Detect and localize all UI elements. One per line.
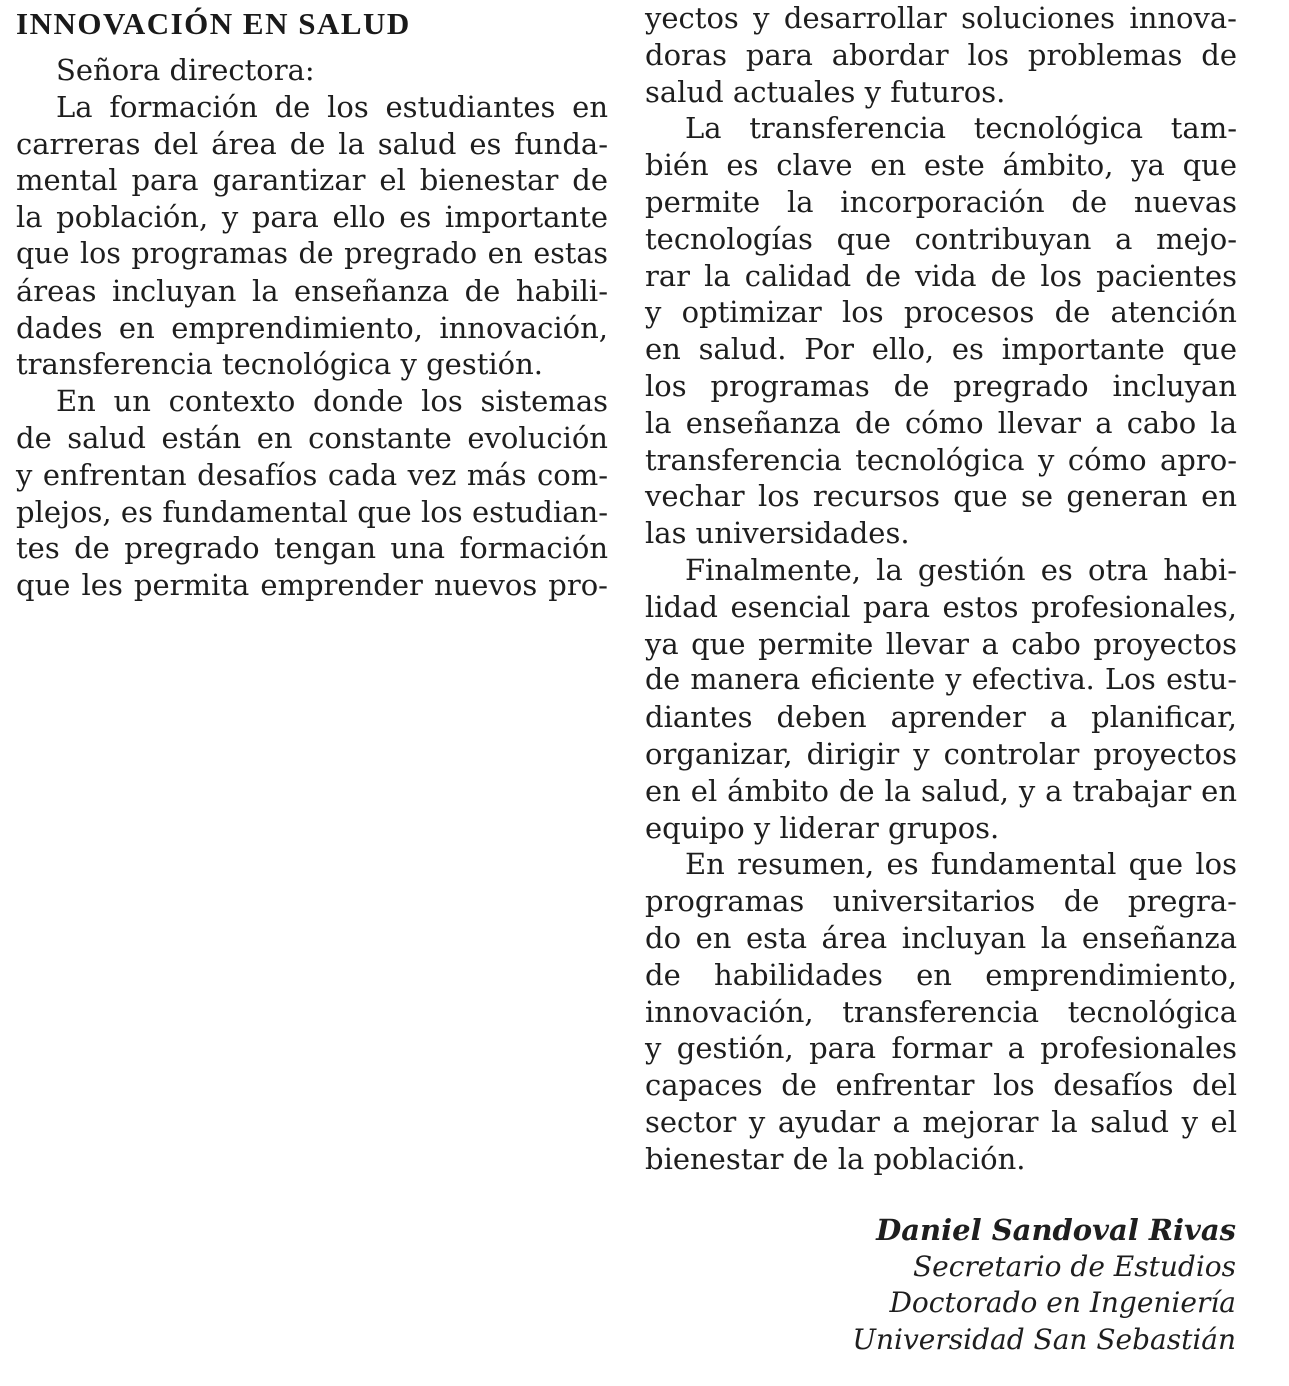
text-line: organizar, dirigir y controlar proyectos	[645, 736, 1237, 771]
text-line: do en esta área incluyan la enseñanza	[645, 920, 1237, 955]
text-line: En un contexto donde los sistemas	[56, 384, 608, 419]
signature-program: Doctorado en Ingeniería	[889, 1286, 1236, 1319]
text-line: sector y ayudar a mejorar la salud y el	[645, 1104, 1237, 1139]
text-line: y optimizar los procesos de atención	[645, 295, 1237, 330]
text-line: en salud. Por ello, es importante que	[645, 332, 1237, 367]
text-line: rar la calidad de vida de los pacientes	[645, 258, 1237, 293]
headline: INNOVACIÓN EN SALUD	[16, 6, 411, 41]
text-line: permite la incorporación de nuevas	[645, 184, 1237, 219]
text-line: Finalmente, la gestión es otra habi-	[685, 552, 1237, 587]
text-line: tecnologías que contribuyan a mejo-	[645, 221, 1237, 256]
text-line: tes de pregrado tengan una formación	[16, 531, 608, 566]
text-line: carreras del área de la salud es funda-	[16, 126, 608, 161]
text-line: de salud están en constante evolución	[16, 420, 608, 455]
signature-role: Secretario de Estudios	[912, 1249, 1236, 1283]
text-line: ya que permite llevar a cabo proyectos	[645, 626, 1237, 661]
left-column-text	[16, 52, 608, 604]
text-line: transferencia tecnológica y gestión.	[16, 347, 543, 382]
text-line: la población, y para ello es importante	[16, 200, 608, 235]
text-line: La formación de los estudiantes en	[56, 89, 608, 124]
text-line: yectos y desarrollar soluciones innova-	[645, 1, 1237, 35]
signature-name: Daniel Sandoval Rivas	[876, 1213, 1236, 1247]
text-line: En resumen, es fundamental que los	[685, 847, 1237, 882]
text-line: diantes deben aprender a planificar,	[645, 700, 1237, 735]
text-line: la enseñanza de cómo llevar a cabo la	[645, 405, 1237, 440]
text-line: programas universitarios de pregra-	[645, 884, 1237, 919]
text-line: de habilidades en emprendimiento,	[645, 957, 1237, 992]
text-line: áreas incluyan la enseñanza de habili-	[16, 273, 608, 308]
text-line: plejos, es fundamental que los estudian-	[16, 494, 608, 529]
text-line: y gestión, para formar a profesionales	[645, 1031, 1237, 1066]
left-column	[16, 0, 608, 604]
text-line: Señora directora:	[56, 53, 315, 87]
text-line: vechar los recursos que se generan en	[645, 479, 1237, 514]
text-line: que les permita emprender nuevos pro-	[16, 568, 608, 603]
right-column	[645, 0, 1237, 1178]
text-line: dades en emprendimiento, innovación,	[16, 310, 608, 345]
text-line: los programas de pregrado incluyan	[645, 368, 1237, 403]
right-column-text	[645, 0, 1237, 1178]
text-line: innovación, transferencia tecnológica	[645, 994, 1237, 1029]
signature-institution: Universidad San Sebastián	[852, 1322, 1236, 1356]
text-line: bienestar de la población.	[645, 1141, 1026, 1176]
text-line: bién es clave en este ámbito, ya que	[645, 148, 1237, 183]
text-line: lidad esencial para estos profesionales,	[645, 589, 1237, 624]
text-line: y enfrentan desafíos cada vez más com-	[16, 457, 608, 492]
text-line: La transferencia tecnológica tam-	[685, 111, 1237, 146]
text-line: que los programas de pregrado en estas	[16, 236, 608, 270]
signature-block	[852, 1212, 1236, 1358]
text-line: las universidades.	[645, 516, 910, 551]
text-line: transferencia tecnológica y cómo apro-	[645, 442, 1237, 477]
text-line: capaces de enfrentar los desafíos del	[645, 1068, 1237, 1103]
text-line: mental para garantizar el bienestar de	[16, 163, 608, 198]
text-line: equipo y liderar grupos.	[645, 810, 1000, 845]
text-line: salud actuales y futuros.	[645, 74, 1006, 109]
text-line: de manera eficiente y efectiva. Los estu-	[645, 663, 1237, 697]
text-line: en el ámbito de la salud, y a trabajar en	[645, 773, 1237, 808]
text-line: doras para abordar los problemas de	[645, 37, 1237, 72]
